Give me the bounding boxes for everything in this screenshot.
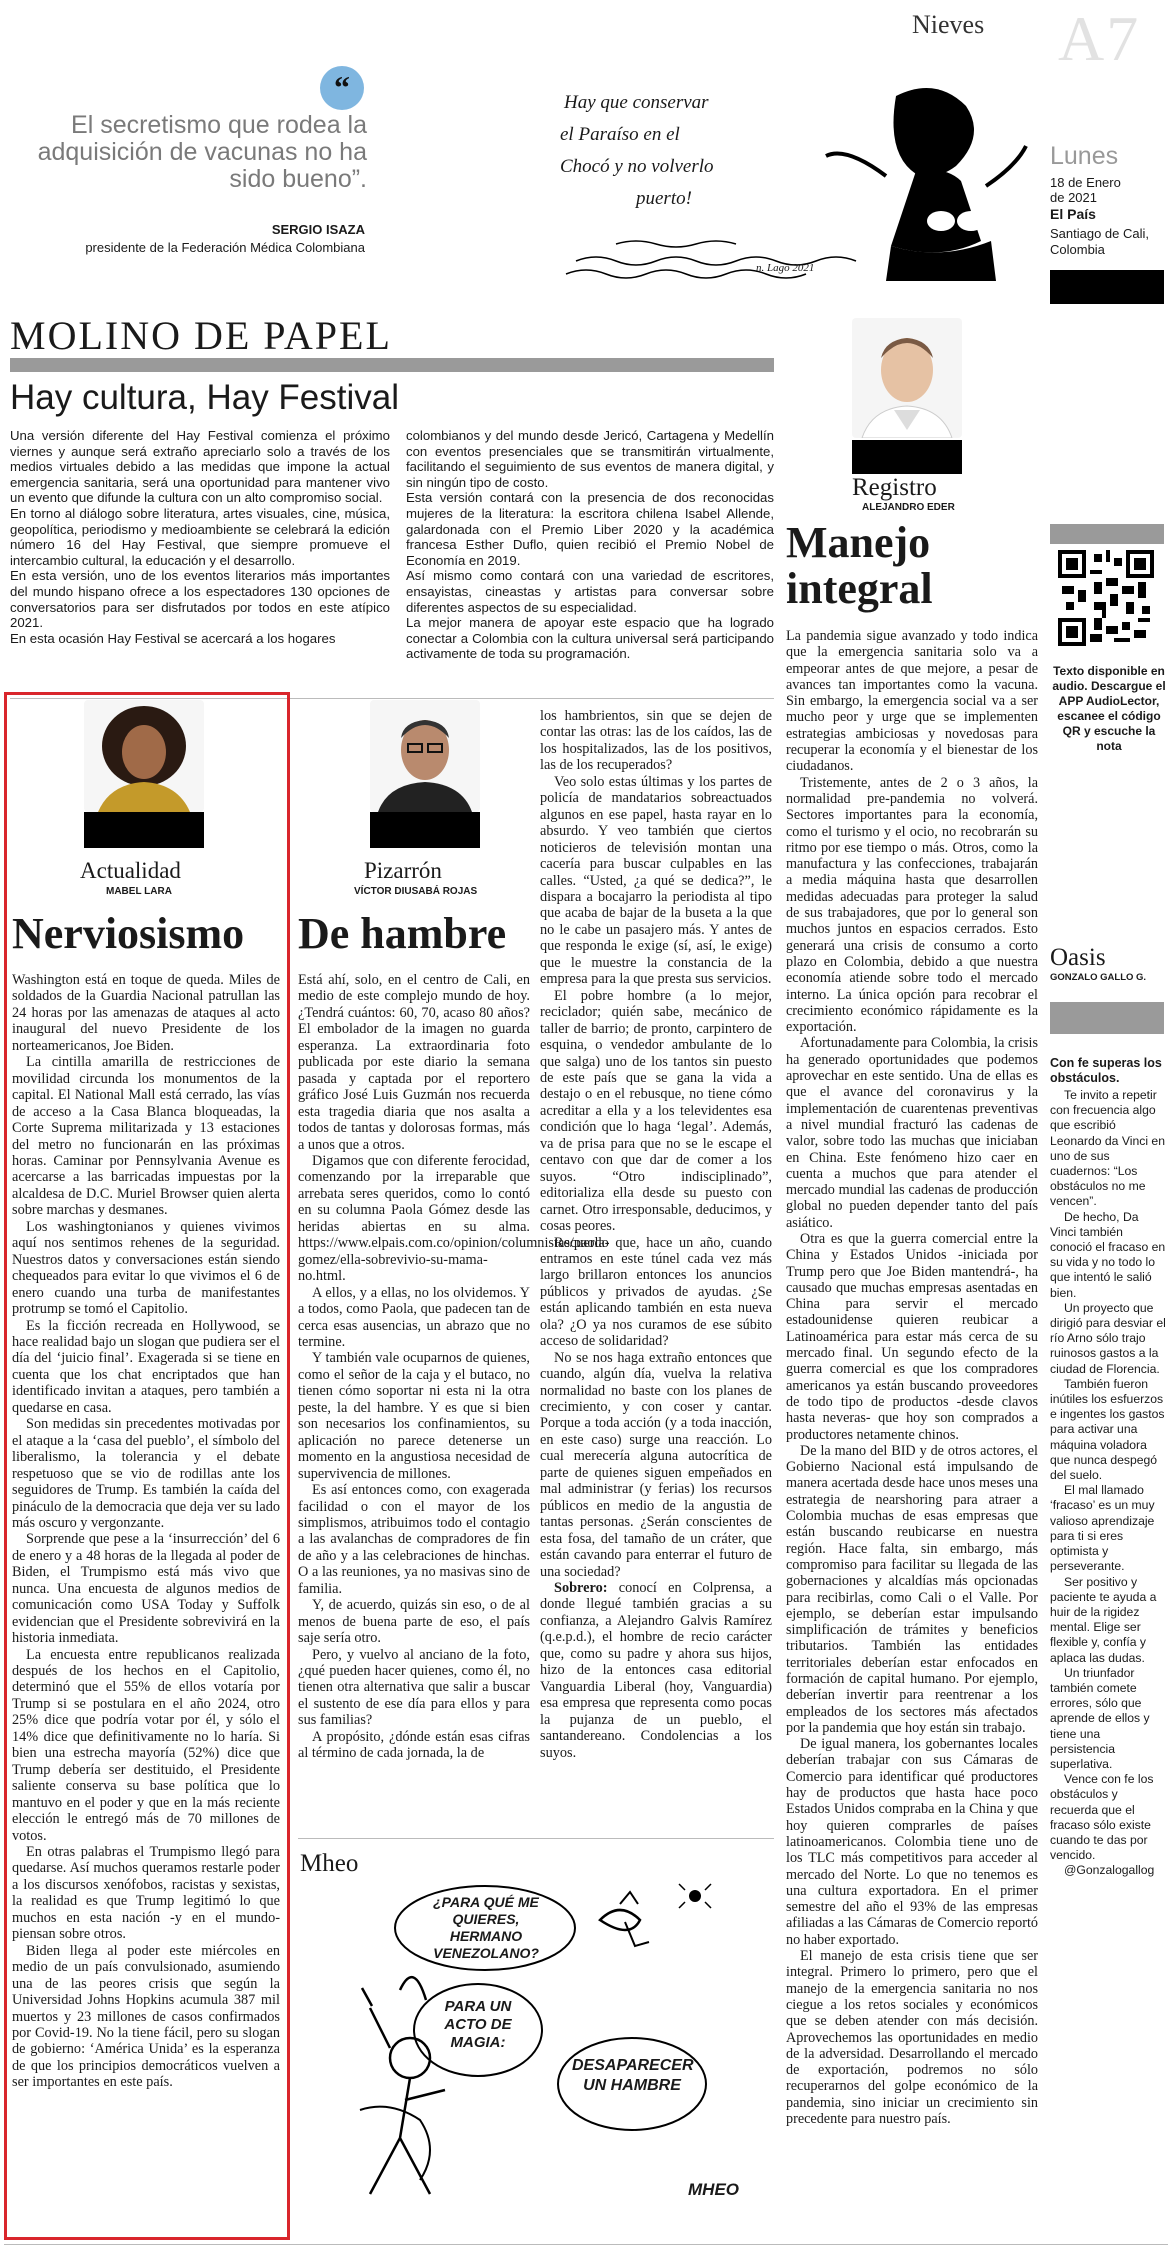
pizarron-col-2 <box>540 708 772 1761</box>
pizarron-p2: Digamos que con diferente ferocidad, comenzando por la irreparable que arrebata seres queridos, como lo contó en su columna Paola Gómez desde las heridas abiertas en su alma. https://www.elpais.com.co/opinion/columnistas/paola-gomez/ella-sobrevivio-su-mama-no.html. <box>298 1152 610 1285</box>
oasis-p5: El mal llamado ‘fracaso’ es un muy valioso aprendizaje para ti si eres optimista y perseverante. <box>1050 1483 1155 1574</box>
registro-p3: Afortunadamente para Colombia, la crisis ha generado oportunidades que podemos aprovechar en este sentido. Una de ellas es que el avance del coronavirus y la implementación de cuarentenas preventivas a nivel mundial fracturó las cadenas de valor, sobre todo las muchas que iniciaban en China. Este fenómeno hizo caer en cuenta a muchos que para atender el mercado mundial las cadenas de producción global no pueden depender tanto del país asiático. <box>786 1035 1038 1231</box>
oasis-p7: Un triunfador también comete errores, sólo que aprende de ellos y tiene una persistencia superlativa. <box>1050 1665 1150 1771</box>
registro-p6: De igual manera, los gobernantes locales deberían trabajar con sus Cámaras de Comercio para identificar qué productores hay de productos que hasta hace poco Estados Unidos compraba en la China y que hoy quieren comprarles de países latinoamericanos. Colombia tiene uno de los TLC más competitivos para acceder al mercado del Norte. Lo que no tenemos es una cultura exportadora. En el primer semestre del año el 93% de las empresas afiliadas a las Cámaras de Comercio reportó no haber exportado. <box>786 1736 1038 1948</box>
actualidad-name-bar <box>84 812 204 848</box>
pizarron-p8: A propósito, ¿dónde están esas cifras al término de cada jornada, la de <box>298 1728 530 1762</box>
oasis-body <box>1050 1088 1166 1879</box>
pizarron-p12: Recuerdo que, hace un año, cuando entramos en este túnel cada vez más largo brillaron entonces los anuncios públicos y privados de ayudas. ¿Se están aplicando también en esta nueva ola? ¿O ya nos curamos de ese súbito acceso de solidaridad? <box>540 1234 772 1350</box>
oasis-p4: También fueron inútiles los esfuerzos e ingentes los gastos para activar una máquina voladora que nunca despegó del suelo. <box>1050 1376 1165 1483</box>
actualidad-headline: Nerviosismo <box>12 909 245 958</box>
actualidad-author: MABEL LARA <box>106 886 172 897</box>
registro-author: ALEJANDRO EDER <box>862 502 955 513</box>
pizarron-p4: Y también vale ocuparnos de quienes, como el señor de la caja y el butaco, no tienen cómo soportar ni esta ni la otra peste, la del hambre. Y es que si bien son necesarios los confinamientos, su aplicación no parece detenerse un momento en la angustiosa necesidad de supervivencia de millones. <box>298 1350 530 1482</box>
quote-author: SERGIO ISAZA <box>271 222 365 237</box>
pizarron-p6: Y, de acuerdo, quizás sin eso, o de al menos de buena parte de eso, el país saje sería otro. <box>298 1597 530 1647</box>
actualidad-body <box>12 972 280 2091</box>
registro-body <box>786 628 1038 2127</box>
mheo-divider <box>298 1838 774 1839</box>
registro-p2: Tristemente, antes de 2 o 3 años, la normalidad pre-pandemia no volverá. Sectores importantes para la economía, como el turismo y el ocio, no recobrarán su ritmo por ese tiempo o más. Otros, como la manufactura y las confecciones, trabajarán a media máquina hasta que desarrollen medidas adecuadas para proteger la salud de sus trabajadores, que por lo general son muchos juntos en espacios cerrados. Esto generará una crisis de consumo a corto plazo en Colombia, debido a que nuestra economía atiende sobre todo el mercado interno. La única opción para recobrar el crecimiento económico rápidamente es la exportación. <box>786 774 1038 1036</box>
cartoon-signature: n. Lago 2021 <box>756 262 815 274</box>
molino-p1: Una versión diferente del Hay Festival comienza el próximo viernes y aunque será extraño apreciarlo solo a través de los medios virtuales debido a las medidas que impone la actual emergencia sanitaria, será una oportunidad para mantener vivo un evento que difunde la cultura con un alto compromiso social. <box>10 428 390 506</box>
top-cartoon <box>556 76 1036 288</box>
actualidad-avatar <box>84 700 204 812</box>
section-label: Nieves <box>912 10 985 39</box>
oasis-p6: Ser positivo y paciente te ayuda a huir de la rigidez mental. Elige ser flexible y, confía y aplaca las dudas. <box>1050 1574 1157 1665</box>
molino-p6: Esta versión contará con la presencia de dos reconocidas mujeres de la literatura: la escritora chilena Isabel Allende, galardonada con el Premio Liber 2020 y la académica francesa Esther Duflo, quien recibió el Premio Nobel de Economía en 2019. <box>406 490 774 568</box>
oasis-lead: Con fe superas los obstáculos. <box>1050 1056 1162 1085</box>
actualidad-p8: En otras palabras el Trumpismo llegó para quedarse. Así muchos queramos restarle poder a los discursos xenófobos, racistas y sexistas, la realidad es que Trump legitimó lo que muchos en esta nación -y en el mundo- piensan sobre otros. <box>12 1844 280 1943</box>
molino-p7: Así mismo como contará con una variedad de escritores, ensayistas, cineastas y artistas para conversar sobre diferentes aspectos de su especialidad. <box>406 568 774 615</box>
mheo-bubble-2: PARA UN ACTO DE MAGIA: <box>444 1998 512 2051</box>
pizarron-p13: No se nos haga extraño entonces que cuando, algún día, vuelva la relativa normalidad no baste con los planes de crecimiento, y con coser y cantar. Porque a toda acción (y a toda inacción, en este caso) surge una reacción. Lo cual merecería alguna autocrítica de parte de quienes siguen empeñados en mal administrar (y ferias) los recursos públicos en medio de la angustia de tantas personas. ¿Serán conscientes de esta fosa, del tamaño de un cráter, que están cavando para enterrar el futuro de una sociedad? <box>540 1349 772 1580</box>
pizarron-author: VÍCTOR DIUSABÁ ROJAS <box>354 886 478 897</box>
molino-col-2 <box>406 428 774 662</box>
date-line-1: 18 de Enero <box>1050 175 1121 190</box>
bottom-rule <box>4 2244 1168 2245</box>
oasis-handle[interactable]: @Gonzalogallog <box>1064 1863 1155 1878</box>
registro-p4: Otra es que la guerra comercial entre la China y Estados Unidos -iniciada por Trump pero que Joe Biden mantendrá-, ha causado que muchas empresas asentadas en China para servir el mercado estadounidense quieren reubicar a Latinoamérica para estar más cerca de su mercado final. Un segundo efecto de la guerra comercial es que los compradores americanos ya están buscando proveedores de todo tipo de productos -desde clavos hasta neveras- que hoy son comprados a productores netamente chinos. <box>786 1230 1038 1443</box>
date-day: Lunes <box>1050 142 1119 170</box>
molino-p3: En esta versión, uno de los eventos literarios más importantes del mundo hispano ofrece a los espectadores 130 opciones de conversatorios para ser disfrutados por todos en este atípico 2021. <box>10 568 390 631</box>
registro-p1: La pandemia sigue avanzado y todo indica que la emergencia sanitaria solo va a empeorar antes de que mejore, a pesar de avances tan importantes como la vacuna. Sin embargo, la emergencia social va a ser mucho peor y urge que se implementen estrategias ambiciosas y novedosas para recuperar la economía y el bienestar de los ciudadanos. <box>786 628 1038 775</box>
molino-p2: En torno al diálogo sobre literatura, artes visuales, cine, música, geopolítica, periodismo y medioambiente se celebrará la edición número 16 del Hay Festival, que siempre promueve el intercambio cultural, la educación y el desarrollo. <box>10 505 390 568</box>
city: Santiago de Cali, <box>1050 226 1150 241</box>
qr-code-icon[interactable] <box>1058 550 1154 646</box>
pizarron-p7: Pero, y vuelvo al anciano de la foto, ¿qué pueden hacer quienes, como él, no tienen otra alternativa que salir a buscar el sustento de ese día para ellos y para sus familias? <box>298 1646 530 1729</box>
molino-p8: La mejor manera de apoyar este espacio que ha logrado conectar a Colombia con la cultura universal será participando activamente de toda su programación. <box>406 615 774 662</box>
pizarron-p11: El pobre hombre (a lo mejor, reciclador; quién sabe, mecánico de taller de barrio; de pronto, carpintero de esquina, o vendedor ambulante de lo que salga) uno de los tantos sin puesto de este país que se gana la vida a destajo o en el rebusque, no tiene cómo acreditar a ella y a los televidentes esa condición que lo haga ‘legal’. Además, va de prisa para que no se le escape el centavo con que dar de comer a los suyos. “Otro indisciplinado”, editorializa ella desde su puesto con carnet. Otro irresponsable, deducimos, y cosas peores. <box>540 987 772 1235</box>
actualidad-p7: La encuesta entre republicanos realizada después de los hechos en el Capitolio, determinó que el 55% de ellos votaría por Trump si se postulara en el año 2024, otro 25% dice que podría votar por él, y sólo el 14% dice que definitivamente no lo haría. Si bien una estrecha mayoría (52%) dice que Trump debería ser destituido, el Presidente saliente conserva su base política que lo mantuvo en el poder y que en la más reciente elección le entregó más de 70 millones de votos. <box>12 1646 280 1844</box>
svg-text:“: “ <box>334 69 350 105</box>
oasis-author: GONZALO GALLO G. <box>1050 972 1147 983</box>
mheo-cartoon <box>300 1880 774 2210</box>
molino-p4: En esta ocasión Hay Festival se acercará a los hogares <box>10 630 336 646</box>
actualidad-p2: La cintilla amarilla de restricciones de movilidad circunda los monumentos de la capital. El National Mall está cerrado, las vías de acceso a la Casa Blanca bloqueadas, la Corte Suprema militarizada y 13 estaciones del metro no funcionarán en las próximas horas. Caminar por Pennsylvania Avenue es acercarse a las barricadas impuestas por la alcaldesa de D.C. Muriel Browser quien alerta sobre marchas y desmanes. <box>12 1054 280 1219</box>
mheo-bubble-3: DESAPARECER UN HAMBRE <box>572 2057 694 2094</box>
pizarron-p5: Es así entonces como, con exagerada facilidad o con el mayor de los simplismos, atribuimos todo el contagio a las avalanchas de compradores de fin de año y a las celebraciones de hinchas. O a las reuniones, ya no masivas sino de familia. <box>298 1482 530 1597</box>
sobrero-label: Sobrero: <box>554 1580 608 1597</box>
oasis-column-name: Oasis <box>1050 944 1106 971</box>
pizarron-p14: Sobrero: conocí en Colprensa, a donde llegué también gracias a su confianza, a Alejandro Galvis Ramírez (q.e.p.d.), el hombre de recio carácter que, como su padre y ahora sus hijos, hizo de la entonces casa editorial Vanguardia Liberal (hoy, Vanguardia) esa empresa que representa como pocas la pujanza de un pueblo, el santandereano. Condolencias a los suyos. <box>540 1580 772 1761</box>
actualidad-p4: Es la ficción recreada en Hollywood, se hace realidad bajo un slogan que pudiera ser el día del ‘juicio final’. Exagerada si se tiene en cuenta que los chat encriptados que han identificado invitan a ataques, pero también a quedarse en casa. <box>12 1317 280 1416</box>
cartoon-line-3: Chocó y no volverlo <box>560 156 714 177</box>
mheo-signature: MHEO <box>688 2180 739 2199</box>
oasis-p1: Te invito a repetir con frecuencia algo que escribió Leonardo da Vinci en uno de sus cuadernos: “Los obstáculos no me vencen”. <box>1050 1088 1165 1209</box>
molino-headline: Hay cultura, Hay Festival <box>10 378 400 417</box>
actualidad-p5: Son medidas sin precedentes motivadas por el ataque a la ‘casa del pueblo’, el símbolo del liberalismo, la tolerancia y el debate respetuoso que se vio de rodillas ante los seguidores de Trump. Es también la caída del pináculo de la democracia que deja ver su lado más oscuro y vergonzante. <box>12 1416 280 1531</box>
pizarron-name-bar <box>370 812 480 848</box>
actualidad-p1: Washington está en toque de queda. Miles de soldados de la Guardia Nacional patrullan las 24 horas por las amenazas de ataques al acto inaugural del nuevo Presidente de los norteamericanos, Joe Biden. <box>12 972 280 1054</box>
pizarron-p10: Veo solo estas últimas y los partes de policía de mandatarios sobreactuados algunos en ese papel, hasta rayar en lo absurdo. Y veo también que ciertos noticieros de televisión montan una cacería para buscar culpables en las calles. “Usted, ¿a qué se dedica?”, le dispara a bocajarro la periodista al tipo que acaba de bajar de la buseta a la que no le cabe un pasajero más. Y antes de que responda le exige (sí, así, le exige) que le muestre la constancia de la empresa para la que presta sus servicios. <box>540 773 772 988</box>
pizarron-headline: De hambre <box>298 909 507 958</box>
actualidad-p6: Sorprende que pese a la ‘insurrección’ del 6 de enero y a 48 horas de la llegada al poder de Biden, el Trumpismo está más vivo que nunca. Una encuesta de algunos medios de comunicación como USA Today y Suffolk evidencian que el Presidente sobrevivirá en la historia inmediata. <box>12 1531 280 1647</box>
oasis-p3: Un proyecto que dirigió para desviar el río Arno sólo trajo ruinosos gastos a la ciudad de Florencia. <box>1050 1300 1166 1376</box>
pizarron-column-name: Pizarrón <box>364 858 442 883</box>
mheo-bubble-1: ¿PARA QUÉ ME QUIERES, HERMANO VENEZOLANO? <box>433 1894 539 1961</box>
quote-icon <box>320 66 364 110</box>
pizarron-p1: Está ahí, solo, en el centro de Cali, en medio de este complejo mundo de hoy. ¿Tendrá cuántos: 60, 70, acaso 80 años? El embolador de la imagen no guarda esperanza. La extraordinaria foto publicada por este diario la semana pasada y captada por el reportero gráfico José Luis Guzmán nos recuerda esta tragedia diaria que nos asalta a todos de tantas y dolorosas formas, más a unos que a otros. <box>298 972 530 1153</box>
registro-avatar <box>852 318 962 438</box>
molino-p5: colombianos y del mundo desde Jericó, Cartagena y Medellín con eventos presenciales que se transmitirán virtualmente, facilitando el seguimiento de sus eventos de manera digital, y sin ningún tipo de costo. <box>406 428 774 490</box>
country: Colombia <box>1050 242 1105 257</box>
cartoon-line-4: puerto! <box>636 188 692 209</box>
oasis-gray-bar <box>1050 1002 1164 1034</box>
registro-p7: El manejo de esta crisis tiene que ser integral. Primero lo primero, pero que el manejo de la emergencia sanitaria no nos ciegue a los retos sociales y económicos que se deben atender con más decisión. Aprovechemos las oportunidades en medio de la adversidad. Desarrollando el mercado de exportación, podremos no sólo recuperarnos del golpe económico de la pandemia, sino iniciar un crecimiento sin precedente para nuestro país. <box>786 1948 1038 2128</box>
date-black-bar <box>1050 270 1164 304</box>
page-number: A7 <box>1058 3 1141 74</box>
oasis-p8: Vence con fe los obstáculos y recuerda que el fracaso sólo existe cuando te das por vencido. <box>1050 1772 1154 1863</box>
qr-top-bar <box>1050 524 1164 544</box>
pizarron-avatar <box>370 700 480 812</box>
registro-p5: De la mano del BID y de otros actores, el Gobierno Nacional está impulsando de manera acertada desde hace unos meses una estrategia de nearshoring para atraer a Colombia muchas de esas empresas que están buscando reubicarse en nuestra región. Hace falta, sin embargo, más compromiso para facilitar su llegada de las gobernaciones y alcaldías más opcionadas para recibirlas, como Cali o el Valle. Por ejemplo, se deberían estar impulsando simplificación de trámites y beneficios tributarios. También las entidades territoriales deberían estar enfocados en formación de capital humano. Por ejemplo, deberían invertir para reentrenar a los empleados de los sectores más afectados por la pandemia que hoy están sin trabajo. <box>786 1442 1038 1736</box>
molino-col-1 <box>10 428 390 646</box>
registro-column-name: Registro <box>852 474 937 501</box>
registro-headline: Manejo integral <box>786 518 933 613</box>
registro-name-bar <box>852 440 962 474</box>
actualidad-p3: Los washingtonianos y quienes vivimos aquí nos sentimos rehenes de la seguridad. Nuestros datos y conversaciones están siendo chequeados para evitar lo que vivimos el 6 de enero cuando una turba de manifestantes protrump se tomó el Capitolio. <box>12 1218 280 1318</box>
cartoon-line-1: Hay que conservar <box>564 92 709 113</box>
date-line-2: de 2021 <box>1050 190 1097 205</box>
pizarron-p9: los hambrientos, sin que se dejen de contar las otras: las de los caídos, las de los hospitalizados, las de los positivos, las de los recuperados? <box>540 708 772 774</box>
actualidad-column-name: Actualidad <box>80 858 181 883</box>
quote-text: El secretismo que rodea la adquisición de vacunas no ha sido bueno”. <box>37 111 367 193</box>
molino-gray-bar <box>10 358 774 372</box>
qr-caption: Texto disponible en audio. Descargue el APP AudioLector, escanee el código QR y escuche la nota <box>1052 664 1166 753</box>
cartoon-line-2: el Paraíso en el <box>560 124 680 145</box>
mheo-label: Mheo <box>300 1850 359 1877</box>
quote-role: presidente de la Federación Médica Colombiana <box>85 240 365 255</box>
newspaper-name: El País <box>1050 206 1096 222</box>
pizarron-p3: A ellos, y a ellas, no los olvidemos. Y a todos, como Paola, que padecen tan de cerca esas ausencias, un abrazo que no termine. <box>298 1284 530 1350</box>
molino-section-title: MOLINO DE PAPEL <box>10 313 392 358</box>
actualidad-p9: Biden llega al poder este miércoles en medio de un país convulsionado, asumiendo una de las peores crisis que según la Universidad Johns Hopkins acumula 387 mil muertos y 23 millones de casos confirmados por Covid-19. No la tiene fácil, pero su slogan de gobierno: ‘América Unida’ es la esperanza de que los principios democráticos vuelven a ser importantes en este país. <box>12 1942 280 2091</box>
oasis-p2: De hecho, Da Vinci también conoció el fracaso en su vida y no todo lo que intentó le salió bien. <box>1050 1209 1166 1300</box>
